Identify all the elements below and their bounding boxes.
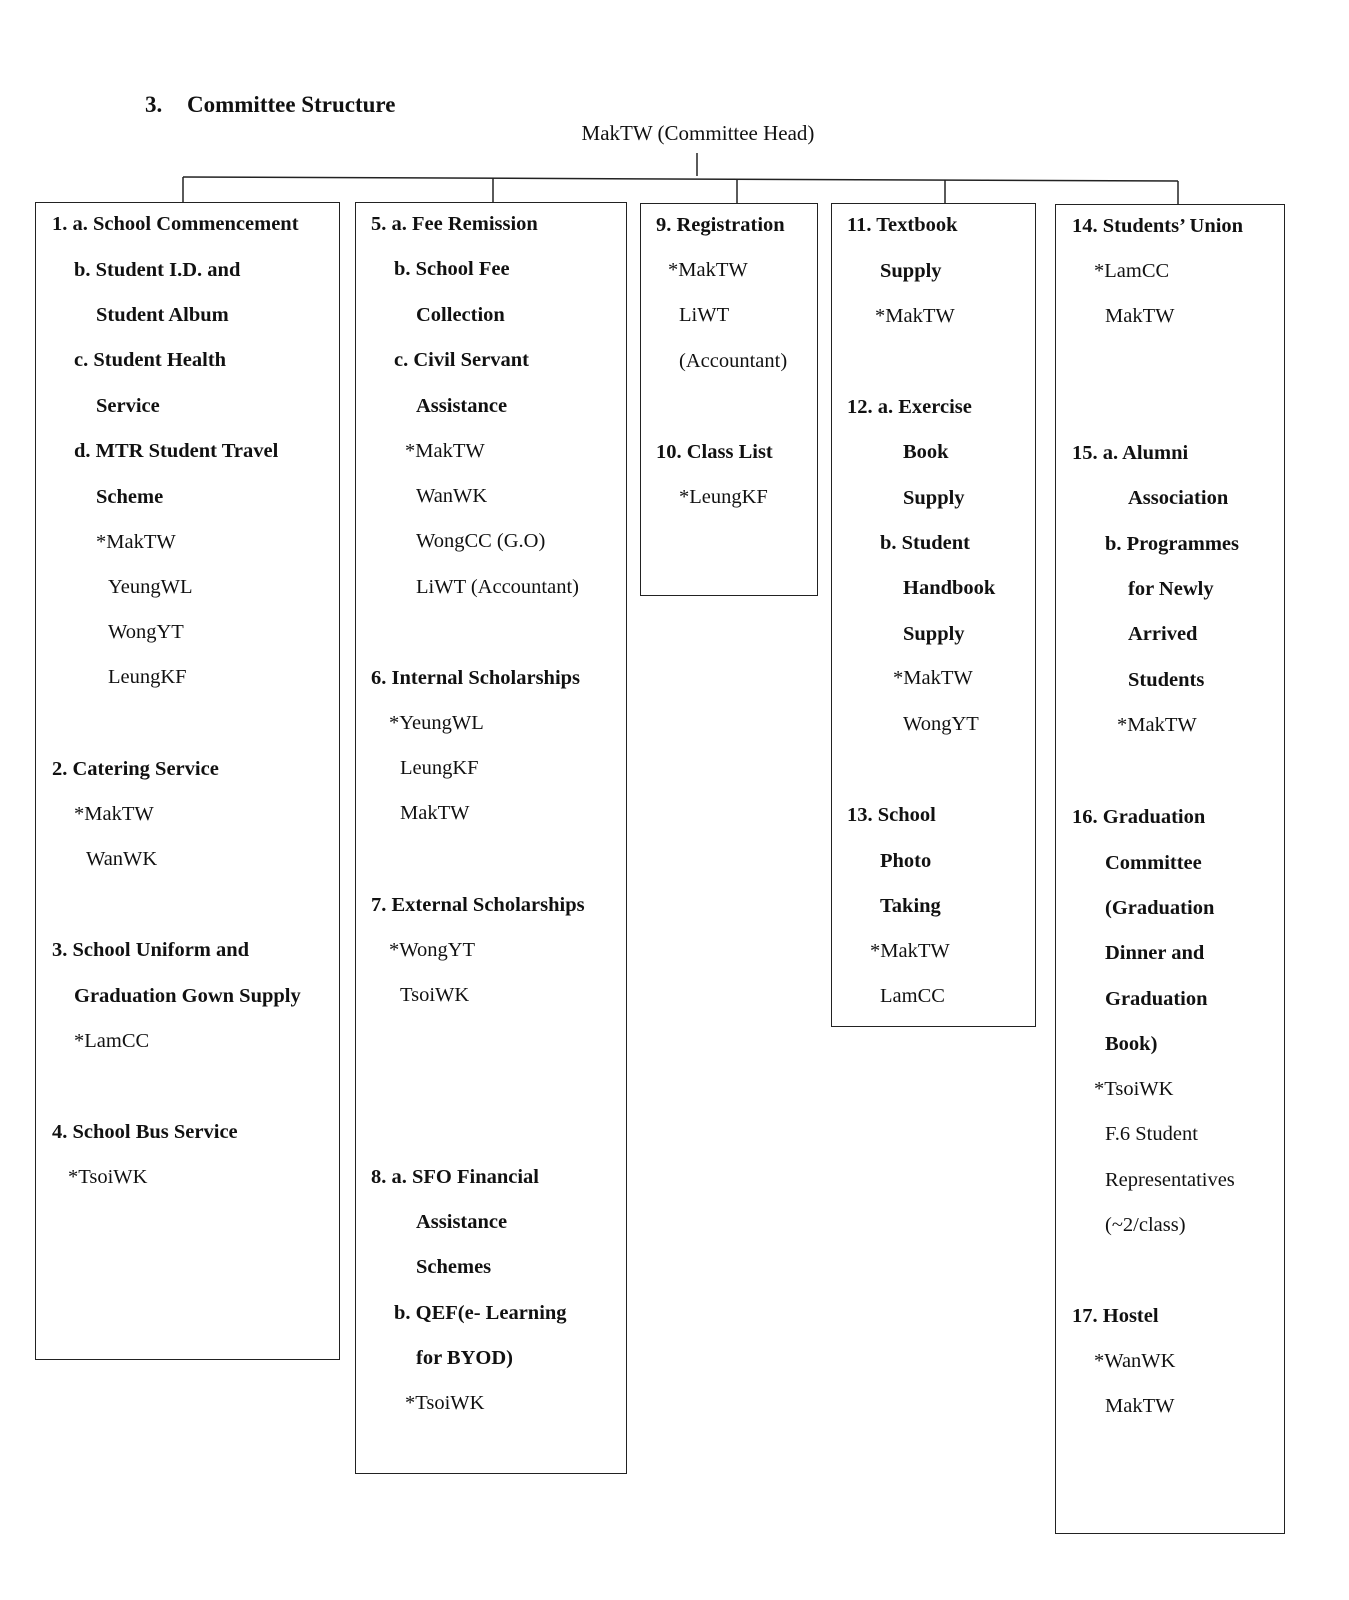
section-number: 3. [145,92,163,117]
member-name: *MakTW [668,259,748,281]
member-name: *LamCC [1094,260,1170,282]
member-name: WongYT [108,621,184,643]
committee-item-title: Collection [416,304,505,326]
committee-item-title: for Newly [1128,578,1214,600]
committee-item-title: Supply [903,487,965,509]
committee-item-title: Graduation [1105,988,1208,1010]
committee-item-title: Assistance [416,1211,508,1233]
committee-item-title: 6. Internal Scholarships [371,667,581,689]
member-name: F.6 Student [1105,1123,1198,1145]
committee-item-title: Book [903,441,949,463]
committee-item-title: 9. Registration [656,214,785,236]
committee-item-title: 14. Students’ Union [1072,215,1244,237]
committee-item-title: c. Student Health [74,349,227,371]
committee-item-title: b. Student I.D. and [74,259,241,281]
member-name: MakTW [1105,1395,1175,1417]
committee-item-title: Students [1128,669,1205,691]
committee-item-title: b. School Fee [394,258,510,280]
committee-item-title: Student Album [96,304,229,326]
member-name: *MakTW [96,531,176,553]
committee-item-title: 7. External Scholarships [371,894,585,916]
committee-box-2 [355,202,627,1474]
committee-item-title: Supply [880,260,942,282]
member-name: WanWK [86,848,158,870]
committee-item-title: 8. a. SFO Financial [371,1166,540,1188]
committee-item-title: 3. School Uniform and [52,939,250,961]
member-name: *TsoiWK [1094,1078,1174,1100]
member-name: *WanWK [1094,1350,1176,1372]
member-name: *LeungKF [679,486,768,508]
committee-item-title: Taking [880,895,941,917]
committee-head-node: MakTW (Committee Head) [581,121,815,145]
committee-item-title: 17. Hostel [1072,1305,1159,1327]
member-name: MakTW [400,802,470,824]
committee-item-title: Association [1128,487,1229,509]
committee-item-title: Book) [1105,1033,1158,1055]
committee-item-title: 2. Catering Service [52,758,219,780]
member-name: (~2/class) [1105,1214,1186,1236]
committee-item-title: Handbook [903,577,996,599]
committee-item-title: 11. Textbook [847,214,958,236]
member-name: LiWT [679,304,730,326]
member-name: *MakTW [875,305,955,327]
committee-item-title: 5. a. Fee Remission [371,213,538,235]
committee-item-title: b. QEF(e- Learning [394,1302,567,1324]
committee-item-title: Arrived [1128,623,1198,645]
committee-item-title: b. Student [880,532,971,554]
member-name: *MakTW [870,940,950,962]
committee-item-title: for BYOD) [416,1347,513,1369]
member-name: LiWT (Accountant) [416,576,579,598]
section-title: Committee Structure [187,92,396,117]
member-name: *LamCC [74,1030,150,1052]
committee-item-title: d. MTR Student Travel [74,440,279,462]
member-name: *TsoiWK [68,1166,148,1188]
member-name: Representatives [1105,1169,1235,1191]
committee-item-title: 4. School Bus Service [52,1121,238,1143]
member-name: WongCC (G.O) [416,530,546,552]
committee-item-title: 13. School [847,804,936,826]
member-name: MakTW [1105,305,1175,327]
committee-item-title: Service [96,395,160,417]
committee-item-title: Schemes [416,1256,492,1278]
member-name: LeungKF [108,666,187,688]
committee-item-title: (Graduation [1105,897,1215,919]
committee-item-title: Supply [903,623,965,645]
committee-item-title: Assistance [416,395,508,417]
committee-item-title: 10. Class List [656,441,773,463]
member-name: *MakTW [1117,714,1197,736]
member-name: *MakTW [405,440,485,462]
committee-item-title: 16. Graduation [1072,806,1206,828]
member-name: *MakTW [893,667,973,689]
member-name: LamCC [880,985,945,1007]
committee-item-title: 1. a. School Commencement [52,213,299,235]
member-name: YeungWL [108,576,193,598]
committee-item-title: Dinner and [1105,942,1205,964]
member-name: *WongYT [389,939,476,961]
horizontal-connector [183,177,1178,181]
committee-item-title: Scheme [96,486,164,508]
member-name: WanWK [416,485,488,507]
committee-item-title: Committee [1105,852,1202,874]
member-name: LeungKF [400,757,479,779]
committee-item-title: Photo [880,850,932,872]
committee-item-title: b. Programmes [1105,533,1239,555]
committee-item-title: c. Civil Servant [394,349,529,371]
member-name: TsoiWK [400,984,470,1006]
committee-item-title: 15. a. Alumni [1072,442,1189,464]
committee-item-title: Graduation Gown Supply [74,985,301,1007]
member-name: WongYT [903,713,979,735]
member-name: (Accountant) [679,350,788,372]
committee-item-title: 12. a. Exercise [847,396,972,418]
member-name: *MakTW [74,803,154,825]
member-name: *TsoiWK [405,1392,485,1414]
member-name: *YeungWL [389,712,484,734]
